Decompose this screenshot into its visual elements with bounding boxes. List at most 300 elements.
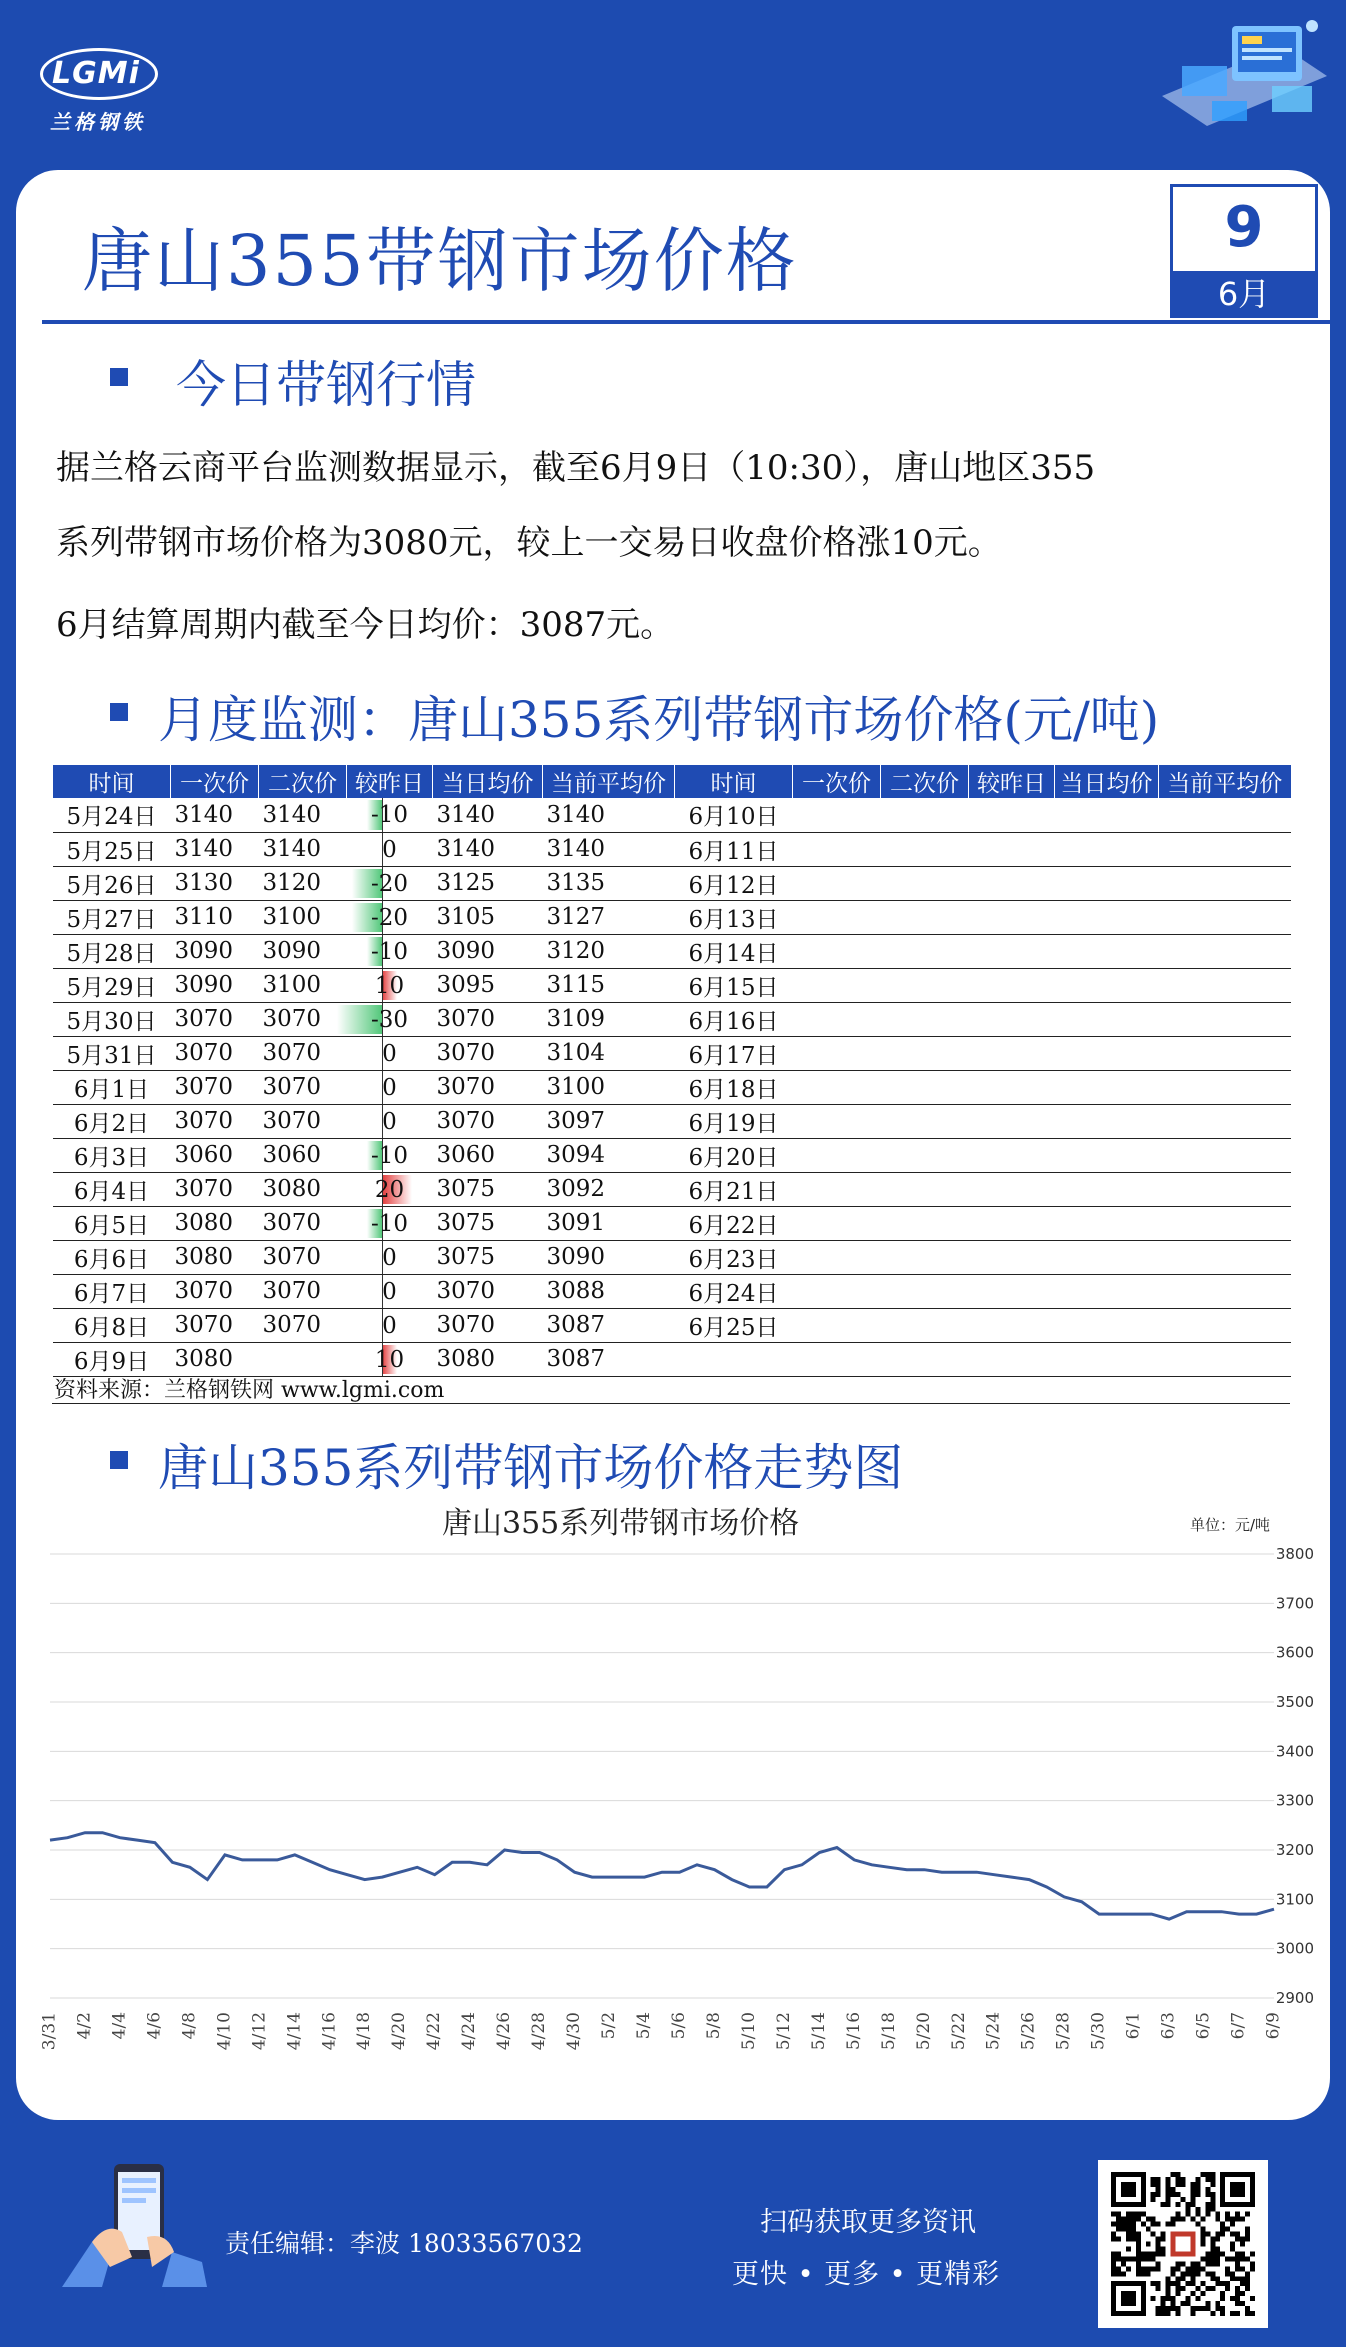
table-cell-empty: [969, 798, 1055, 832]
table-header-cell: 当日均价: [1055, 765, 1159, 798]
table-cell-empty: [969, 1240, 1055, 1274]
table-row: [53, 1172, 1291, 1206]
x-tick-label: 6/3: [1158, 2012, 1179, 2040]
table-cell-empty: [969, 1104, 1055, 1138]
table-cell-empty: [969, 1070, 1055, 1104]
change-value: -10: [370, 802, 409, 828]
bullet-square-icon: [110, 368, 136, 394]
table-cell-avg: 3075: [433, 1206, 543, 1240]
table-cell-p1: 3070: [171, 1104, 259, 1138]
table-cell-p1: 3070: [171, 1036, 259, 1070]
table-cell-date: 5月26日: [53, 866, 171, 900]
table-cell-empty: [1055, 1274, 1159, 1308]
table-cell-empty: [881, 934, 969, 968]
table-cell-empty: [881, 1308, 969, 1342]
table-row: [53, 934, 1291, 968]
table-cell-date2: 6月23日: [675, 1240, 793, 1274]
table-cell-date2: 6月20日: [675, 1138, 793, 1172]
table-cell-date2: 6月22日: [675, 1206, 793, 1240]
price-table: [52, 765, 1291, 1377]
table-header-cell: 一次价: [171, 765, 259, 798]
table-row: [53, 968, 1291, 1002]
table-cell-empty: [1055, 1036, 1159, 1070]
table-header-cell: 一次价: [793, 765, 881, 798]
table-cell-p2: 3100: [259, 900, 347, 934]
x-tick-label: 6/1: [1123, 2011, 1144, 2040]
table-cell-empty: [793, 1308, 881, 1342]
table-cell-empty: [793, 934, 881, 968]
table-row: [53, 1308, 1291, 1342]
section-trend-title: 唐山355系列带钢市场价格走势图: [158, 1439, 904, 1497]
table-cell-empty: [793, 900, 881, 934]
x-tick-label: 4/16: [319, 2012, 340, 2051]
table-cell-avg: 3070: [433, 1002, 543, 1036]
section-monthly-title: 月度监测：唐山355系列带钢市场价格(元/吨): [158, 691, 1160, 749]
table-cell-cur: 3104: [543, 1036, 675, 1070]
table-cell-empty: [1159, 798, 1291, 832]
table-cell-empty: [1159, 1274, 1291, 1308]
table-header-row: [53, 765, 1291, 798]
table-cell-empty: [969, 1172, 1055, 1206]
change-value: 20: [374, 1176, 405, 1203]
table-cell-empty: [793, 1002, 881, 1036]
slogan: 更快 • 更多 • 更精彩: [732, 2259, 1001, 2290]
table-row: [53, 798, 1291, 832]
table-cell-empty: [969, 1036, 1055, 1070]
table-cell-empty: [881, 1342, 969, 1376]
table-cell-cur: 3120: [543, 934, 675, 968]
table-cell-cur: 3087: [543, 1342, 675, 1376]
table-cell-date: 5月25日: [53, 832, 171, 866]
table-cell-date: 5月30日: [53, 1002, 171, 1036]
table-cell-empty: [881, 1002, 969, 1036]
table-cell-empty: [1055, 866, 1159, 900]
table-cell-cur: 3115: [543, 968, 675, 1002]
table-cell-empty: [881, 1172, 969, 1206]
table-cell-empty: [793, 866, 881, 900]
y-tick-label: 3400: [1275, 1742, 1314, 1761]
date-month: 6月: [1173, 271, 1315, 318]
table-cell-empty: [793, 1240, 881, 1274]
x-tick-label: 4/6: [144, 2011, 165, 2040]
change-value: -10: [370, 1142, 409, 1169]
table-cell-avg: 3140: [433, 798, 543, 832]
table-cell-empty: [1159, 832, 1291, 866]
x-tick-label: 4/18: [354, 2011, 375, 2051]
table-cell-empty: [881, 900, 969, 934]
scan-prompt: 扫码获取更多资讯: [760, 2207, 976, 2238]
table-cell-p2: 3070: [259, 1308, 347, 1342]
change-value: 10: [374, 972, 405, 999]
table-cell-cur: 3094: [543, 1138, 675, 1172]
change-value: 10: [374, 1346, 405, 1373]
table-cell-date: 6月7日: [53, 1274, 171, 1308]
table-cell-avg: 3070: [433, 1308, 543, 1342]
table-cell-p2: 3070: [259, 1206, 347, 1240]
table-cell-empty: [1055, 832, 1159, 866]
table-cell-empty: [793, 1206, 881, 1240]
table-cell-empty: [1055, 1138, 1159, 1172]
table-cell-empty: [793, 798, 881, 832]
x-tick-label: 5/22: [948, 2012, 969, 2051]
x-tick-label: 5/10: [738, 2011, 759, 2051]
table-cell-chg: [347, 900, 433, 934]
date-day: 9: [1224, 195, 1264, 260]
table-cell-empty: [881, 832, 969, 866]
table-cell-p1: 3070: [171, 1308, 259, 1342]
table-cell-date2: 6月15日: [675, 968, 793, 1002]
computer-illustration-icon: [1122, 6, 1332, 156]
table-cell-p2: 3080: [259, 1172, 347, 1206]
table-cell-p1: 3070: [171, 1002, 259, 1036]
table-cell-empty: [881, 1036, 969, 1070]
table-cell-avg: 3075: [433, 1172, 543, 1206]
x-tick-label: 4/30: [564, 2012, 585, 2051]
table-cell-empty: [1055, 1308, 1159, 1342]
x-tick-label: 6/9: [1263, 2012, 1284, 2040]
chart-unit: 单位：元/吨: [1190, 1516, 1271, 1534]
table-cell-p1: 3070: [171, 1274, 259, 1308]
table-cell-avg: 3075: [433, 1240, 543, 1274]
table-cell-cur: 3092: [543, 1172, 675, 1206]
table-cell-empty: [1055, 1104, 1159, 1138]
table-cell-empty: [793, 1104, 881, 1138]
table-cell-date2: 6月16日: [675, 1002, 793, 1036]
change-value: 0: [382, 1108, 397, 1135]
table-header-cell: 时间: [53, 765, 171, 798]
table-header-cell: 当日均价: [433, 765, 543, 798]
table-cell-p1: 3140: [171, 832, 259, 866]
table-cell-empty: [881, 1206, 969, 1240]
x-tick-label: 5/8: [704, 2012, 724, 2040]
table-cell-empty: [1159, 1240, 1291, 1274]
table-cell-empty: [1055, 968, 1159, 1002]
table-cell-chg: [347, 832, 433, 866]
table-cell-avg: 3070: [433, 1036, 543, 1070]
table-cell-empty: [969, 968, 1055, 1002]
table-cell-empty: [1159, 1002, 1291, 1036]
table-cell-p1: 3060: [171, 1138, 259, 1172]
table-cell-empty: [793, 968, 881, 1002]
table-row: [53, 1036, 1291, 1070]
x-tick-label: 5/12: [773, 2012, 794, 2051]
table-cell-empty: [1159, 1342, 1291, 1376]
y-tick-label: 3300: [1275, 1791, 1314, 1810]
table-cell-chg: [347, 798, 433, 832]
table-cell-date: 5月24日: [53, 798, 171, 832]
table-cell-empty: [969, 934, 1055, 968]
table-cell-empty: [969, 1206, 1055, 1240]
table-cell-p2: 3090: [259, 934, 347, 968]
x-tick-label: 5/14: [808, 2012, 829, 2051]
table-cell-date: 5月27日: [53, 900, 171, 934]
table-cell-avg: 3125: [433, 866, 543, 900]
table-cell-empty: [1055, 1342, 1159, 1376]
table-cell-empty: [1159, 1206, 1291, 1240]
table-cell-date2: 6月18日: [675, 1070, 793, 1104]
x-tick-label: 5/16: [843, 2011, 864, 2051]
date-badge: [1170, 184, 1318, 318]
table-cell-avg: 3080: [433, 1342, 543, 1376]
table-cell-chg: [347, 934, 433, 968]
table-cell-chg: [347, 1036, 433, 1070]
y-tick-label: 3800: [1275, 1545, 1314, 1563]
table-cell-avg: 3105: [433, 900, 543, 934]
table-cell-empty: [1159, 1036, 1291, 1070]
table-cell-date: 6月5日: [53, 1206, 171, 1240]
editor-info: 责任编辑：李波 18033567032: [225, 2229, 583, 2258]
table-cell-p2: 3070: [259, 1036, 347, 1070]
table-cell-date2: 6月21日: [675, 1172, 793, 1206]
x-tick-label: 4/2: [74, 2012, 95, 2040]
table-row: [53, 900, 1291, 934]
table-cell-chg: [347, 1342, 433, 1376]
table-cell-p1: 3080: [171, 1206, 259, 1240]
y-tick-label: 3100: [1275, 1890, 1314, 1909]
y-tick-label: 3700: [1275, 1594, 1314, 1613]
table-cell-date2: 6月24日: [675, 1274, 793, 1308]
change-value: 0: [382, 1244, 397, 1271]
table-cell-date: 5月31日: [53, 1036, 171, 1070]
table-cell-empty: [1159, 1070, 1291, 1104]
table-cell-empty: [881, 1274, 969, 1308]
table-header-cell: 当前平均价: [543, 765, 675, 798]
table-body: [53, 798, 1291, 1376]
change-value: -20: [370, 870, 409, 897]
table-cell-chg: [347, 1240, 433, 1274]
lgmi-logo: [40, 48, 160, 134]
table-cell-avg: 3060: [433, 1138, 543, 1172]
table-cell-date: 6月6日: [53, 1240, 171, 1274]
change-value: 0: [382, 1074, 397, 1101]
trend-chart: [39, 1490, 1314, 2051]
table-cell-p1: 3090: [171, 968, 259, 1002]
table-cell-p1: 3080: [171, 1240, 259, 1274]
x-tick-label: 3/31: [39, 2012, 60, 2051]
table-cell-p2: 3070: [259, 1070, 347, 1104]
table-cell-date2: 6月11日: [675, 832, 793, 866]
y-tick-label: 3000: [1275, 1939, 1314, 1958]
change-value: 0: [382, 1040, 397, 1067]
table-cell-p2: 3070: [259, 1104, 347, 1138]
section-monthly-heading: [110, 680, 1159, 752]
table-cell-p2: 3070: [259, 1240, 347, 1274]
table-cell-date2: 6月17日: [675, 1036, 793, 1070]
table-cell-p2: 3120: [259, 866, 347, 900]
table-cell-empty: [881, 866, 969, 900]
table-row: [53, 1104, 1291, 1138]
data-source: 资料来源：兰格钢铁网 www.lgmi.com: [52, 1378, 1290, 1404]
today-line-1: 据兰格云商平台监测数据显示，截至6月9日（10:30），唐山地区355: [56, 448, 1096, 488]
table-cell-empty: [969, 832, 1055, 866]
table-cell-empty: [1055, 1070, 1159, 1104]
x-tick-label: 4/24: [459, 2012, 480, 2051]
table-row: [53, 1206, 1291, 1240]
x-tick-label: 6/7: [1228, 2011, 1249, 2040]
change-value: 0: [382, 1278, 397, 1305]
table-cell-empty: [969, 1342, 1055, 1376]
table-cell-empty: [969, 1002, 1055, 1036]
table-cell-empty: [793, 1274, 881, 1308]
table-cell-p2: [259, 1342, 347, 1376]
table-cell-empty: [793, 832, 881, 866]
table-cell-date2: [675, 1342, 793, 1376]
y-tick-label: 2900: [1275, 1989, 1314, 2007]
table-cell-chg: [347, 866, 433, 900]
table-cell-cur: 3140: [543, 832, 675, 866]
x-tick-label: 4/12: [249, 2011, 270, 2051]
table-cell-chg: [347, 1070, 433, 1104]
x-tick-label: 4/20: [389, 2011, 410, 2051]
table-row: [53, 1274, 1291, 1308]
table-cell-empty: [1055, 934, 1159, 968]
x-tick-label: 5/20: [913, 2012, 934, 2051]
table-cell-empty: [793, 1172, 881, 1206]
table-cell-empty: [881, 1070, 969, 1104]
table-row: [53, 832, 1291, 866]
table-cell-empty: [793, 1342, 881, 1376]
x-tick-label: 5/18: [878, 2011, 899, 2051]
table-cell-date2: 6月25日: [675, 1308, 793, 1342]
x-tick-label: 4/26: [494, 2011, 515, 2051]
table-cell-p1: 3130: [171, 866, 259, 900]
table-cell-empty: [881, 968, 969, 1002]
table-cell-empty: [969, 1308, 1055, 1342]
table-cell-empty: [1159, 1172, 1291, 1206]
table-cell-p2: 3140: [259, 832, 347, 866]
table-cell-empty: [1055, 1240, 1159, 1274]
table-cell-cur: 3091: [543, 1206, 675, 1240]
table-cell-p1: 3070: [171, 1070, 259, 1104]
x-tick-label: 5/24: [983, 2011, 1004, 2051]
x-tick-label: 4/22: [424, 2012, 445, 2051]
table-row: [53, 1138, 1291, 1172]
table-header-cell: 二次价: [259, 765, 347, 798]
table-row: [53, 1070, 1291, 1104]
table-cell-avg: 3090: [433, 934, 543, 968]
table-cell-chg: [347, 1138, 433, 1172]
table-cell-empty: [1055, 1206, 1159, 1240]
table-cell-empty: [1159, 866, 1291, 900]
y-tick-label: 3600: [1275, 1643, 1314, 1662]
table-cell-empty: [1055, 900, 1159, 934]
table-cell-empty: [969, 1138, 1055, 1172]
table-cell-p2: 3100: [259, 968, 347, 1002]
logo-brand-name: 兰格钢铁: [50, 110, 146, 134]
table-cell-chg: [347, 1206, 433, 1240]
x-tick-label: 4/10: [214, 2012, 235, 2051]
change-value: -30: [370, 1006, 409, 1033]
table-cell-p1: 3080: [171, 1342, 259, 1376]
table-cell-date: 5月29日: [53, 968, 171, 1002]
change-value: 0: [382, 1312, 397, 1339]
x-tick-label: 6/5: [1193, 2012, 1214, 2040]
table-cell-p1: 3090: [171, 934, 259, 968]
table-cell-date: 6月2日: [53, 1104, 171, 1138]
table-cell-empty: [1159, 1308, 1291, 1342]
table-cell-avg: 3070: [433, 1274, 543, 1308]
logo-text: LGMi: [52, 56, 140, 91]
bullet-square-icon: [110, 703, 136, 729]
x-tick-label: 4/4: [109, 2011, 130, 2040]
table-cell-empty: [1055, 1002, 1159, 1036]
x-tick-label: 5/4: [634, 2011, 654, 2040]
x-tick-label: 5/2: [599, 2011, 619, 2040]
table-row: [53, 1342, 1291, 1376]
table-cell-chg: [347, 1002, 433, 1036]
table-cell-empty: [1159, 968, 1291, 1002]
y-tick-label: 3500: [1275, 1693, 1314, 1711]
table-header-cell: 时间: [675, 765, 793, 798]
table-cell-p1: 3140: [171, 798, 259, 832]
table-cell-empty: [1159, 900, 1291, 934]
y-tick-label: 3200: [1275, 1841, 1314, 1859]
change-value: -10: [370, 1210, 409, 1237]
table-cell-cur: 3097: [543, 1104, 675, 1138]
table-cell-cur: 3135: [543, 866, 675, 900]
phone-in-hand-icon: [52, 2162, 212, 2292]
table-cell-date: 6月1日: [53, 1070, 171, 1104]
x-tick-label: 5/30: [1088, 2011, 1109, 2051]
table-cell-empty: [793, 1138, 881, 1172]
table-row: [53, 866, 1291, 900]
table-cell-empty: [881, 1240, 969, 1274]
table-cell-empty: [1159, 934, 1291, 968]
table-cell-empty: [881, 1104, 969, 1138]
chart-title: 唐山355系列带钢市场价格: [442, 1506, 800, 1541]
x-tick-label: 4/8: [179, 2012, 200, 2040]
change-value: -10: [370, 938, 409, 965]
table-cell-empty: [1055, 1172, 1159, 1206]
table-cell-cur: 3140: [543, 798, 675, 832]
x-tick-label: 5/26: [1018, 2012, 1039, 2051]
table-cell-empty: [969, 866, 1055, 900]
table-header-cell: 当前平均价: [1159, 765, 1291, 798]
table-cell-empty: [1055, 798, 1159, 832]
table-cell-p2: 3140: [259, 798, 347, 832]
table-cell-chg: [347, 1308, 433, 1342]
title-divider: [42, 320, 1330, 324]
table-cell-date2: 6月14日: [675, 934, 793, 968]
table-cell-cur: 3087: [543, 1308, 675, 1342]
table-cell-chg: [347, 1274, 433, 1308]
table-cell-cur: 3088: [543, 1274, 675, 1308]
table-header-cell: 二次价: [881, 765, 969, 798]
table-cell-date2: 6月13日: [675, 900, 793, 934]
table-cell-p1: 3070: [171, 1172, 259, 1206]
table-cell-date2: 6月10日: [675, 798, 793, 832]
today-line-3: 6月结算周期内截至今日均价：3087元。: [56, 605, 675, 645]
table-cell-empty: [881, 1138, 969, 1172]
today-line-2: 系列带钢市场价格为3080元，较上一交易日收盘价格涨10元。: [56, 523, 1002, 563]
table-cell-empty: [1159, 1104, 1291, 1138]
table-cell-empty: [881, 798, 969, 832]
table-cell-date: 6月8日: [53, 1308, 171, 1342]
table-header-cell: 较昨日: [969, 765, 1055, 798]
table-cell-p2: 3060: [259, 1138, 347, 1172]
table-cell-p2: 3070: [259, 1274, 347, 1308]
table-cell-cur: 3090: [543, 1240, 675, 1274]
qr-code-icon[interactable]: [1098, 2160, 1268, 2328]
price-series-line: [50, 1833, 1274, 1919]
change-value: 0: [382, 836, 397, 863]
table-cell-empty: [793, 1070, 881, 1104]
page-title: 唐山355带钢市场价格: [82, 220, 798, 302]
table-cell-date2: 6月19日: [675, 1104, 793, 1138]
table-cell-empty: [1159, 1138, 1291, 1172]
table-cell-avg: 3070: [433, 1070, 543, 1104]
trend-chart-svg: [39, 1490, 1314, 2051]
